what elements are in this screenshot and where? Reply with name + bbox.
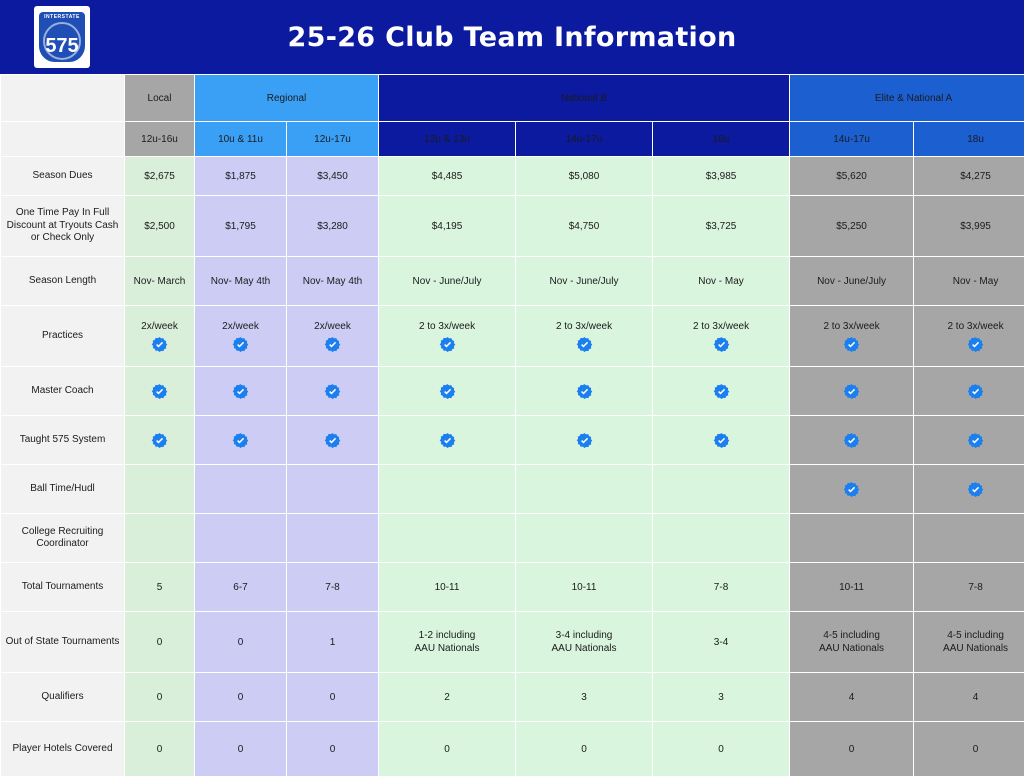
cell-value: 1-2 including AAU Nationals <box>415 629 480 655</box>
table-cell <box>195 563 287 612</box>
table-row <box>1 367 1024 416</box>
check-badge-icon <box>967 481 984 498</box>
check-badge-icon <box>576 336 593 353</box>
logo-interstate-label: INTERSTATE <box>39 14 85 20</box>
table-cell <box>379 612 516 673</box>
cell-value: $1,875 <box>225 170 256 183</box>
row-label: Qualifiers <box>1 673 125 722</box>
table-cell <box>195 416 287 465</box>
cell-value: 10-11 <box>435 581 460 594</box>
cell-value: 3-4 <box>714 636 728 649</box>
cell-value: 2 to 3x/week <box>693 320 749 333</box>
check-badge-icon <box>576 383 593 400</box>
cell-value: 2 <box>444 691 450 704</box>
cell-value: $4,195 <box>432 220 463 233</box>
table-cell <box>379 563 516 612</box>
row-label: Player Hotels Covered <box>1 722 125 777</box>
subheader-local-12u-16u: 12u-16u <box>125 122 195 157</box>
table-cell <box>379 416 516 465</box>
check-badge-icon <box>713 336 730 353</box>
cell-value: 2 to 3x/week <box>947 320 1003 333</box>
table-cell <box>125 514 195 563</box>
table-cell <box>653 673 790 722</box>
table-cell <box>195 196 287 257</box>
table-cell <box>195 514 287 563</box>
table-cell <box>287 367 379 416</box>
check-badge-icon <box>324 383 341 400</box>
check-badge-icon <box>232 432 249 449</box>
cell-value: 2x/week <box>222 320 259 333</box>
check-badge-icon <box>324 432 341 449</box>
table-cell <box>125 157 195 196</box>
table-cell <box>516 367 653 416</box>
table-row <box>1 612 1024 673</box>
cell-value: $3,995 <box>960 220 991 233</box>
cell-value: 4 <box>973 691 979 704</box>
cell-value: 3 <box>718 691 724 704</box>
table-cell <box>287 514 379 563</box>
table-row <box>1 257 1024 306</box>
table-cell <box>195 722 287 777</box>
cell-value: 3 <box>581 691 587 704</box>
table-cell <box>790 157 914 196</box>
table-cell <box>653 157 790 196</box>
group-header-local: Local <box>125 75 195 122</box>
cell-value: 6-7 <box>233 581 247 594</box>
cell-value: $4,485 <box>432 170 463 183</box>
table-cell <box>516 673 653 722</box>
cell-value: Nov - May <box>698 275 744 288</box>
table-cell <box>125 722 195 777</box>
table-cell <box>653 722 790 777</box>
cell-value: 0 <box>238 691 244 704</box>
cell-value: 0 <box>330 743 336 756</box>
table-cell <box>914 563 1024 612</box>
table-cell <box>516 563 653 612</box>
cell-value: 0 <box>238 636 244 649</box>
check-badge-icon <box>713 383 730 400</box>
table-cell <box>379 257 516 306</box>
cell-value: 10-11 <box>572 581 597 594</box>
table-cell <box>516 612 653 673</box>
cell-value: 2 to 3x/week <box>419 320 475 333</box>
table-cell <box>914 722 1024 777</box>
check-badge-icon <box>439 336 456 353</box>
cell-value: 0 <box>157 743 163 756</box>
table-cell <box>125 306 195 367</box>
page-title: 25-26 Club Team Information <box>124 22 1024 53</box>
cell-value: 4-5 including AAU Nationals <box>819 629 884 655</box>
table-row <box>1 306 1024 367</box>
table-row <box>1 514 1024 563</box>
check-badge-icon <box>232 383 249 400</box>
table-cell <box>653 196 790 257</box>
check-badge-icon <box>967 383 984 400</box>
check-badge-icon <box>232 336 249 353</box>
cell-value: 0 <box>718 743 724 756</box>
table-cell <box>287 465 379 514</box>
table-cell <box>790 514 914 563</box>
subheader-elite-18u: 18u <box>914 122 1024 157</box>
cell-value: 0 <box>157 691 163 704</box>
table-cell <box>195 257 287 306</box>
cell-value: $5,080 <box>569 170 600 183</box>
row-label: Practices <box>1 306 125 367</box>
row-label: Ball Time/Hudl <box>1 465 125 514</box>
subheader-elite-14u-17u: 14u-17u <box>790 122 914 157</box>
table-cell <box>195 673 287 722</box>
cell-value: 4-5 including AAU Nationals <box>943 629 1008 655</box>
check-badge-icon <box>439 383 456 400</box>
club-team-comparison-table <box>0 74 1024 777</box>
table-row <box>1 196 1024 257</box>
row-label: Out of State Tournaments <box>1 612 125 673</box>
table-cell <box>790 257 914 306</box>
cell-value: 0 <box>973 743 979 756</box>
cell-value: 4 <box>849 691 855 704</box>
table-cell <box>914 514 1024 563</box>
cell-value: Nov - June/July <box>413 275 482 288</box>
table-cell <box>653 612 790 673</box>
table-cell <box>790 306 914 367</box>
table-cell <box>379 306 516 367</box>
table-cell <box>516 722 653 777</box>
table-cell <box>287 563 379 612</box>
cell-value: 0 <box>444 743 450 756</box>
row-label: Total Tournaments <box>1 563 125 612</box>
table-cell <box>379 157 516 196</box>
table-cell <box>914 196 1024 257</box>
table-cell <box>653 563 790 612</box>
table-row <box>1 563 1024 612</box>
table-cell <box>790 563 914 612</box>
table-row <box>1 465 1024 514</box>
table-cell <box>125 367 195 416</box>
table-cell <box>125 416 195 465</box>
cell-value: 7-8 <box>325 581 339 594</box>
cell-value: 0 <box>849 743 855 756</box>
row-label: College Recruiting Coordinator <box>1 514 125 563</box>
cell-value: $4,750 <box>569 220 600 233</box>
check-badge-icon <box>151 432 168 449</box>
table-cell <box>379 367 516 416</box>
table-cell <box>287 157 379 196</box>
check-badge-icon <box>151 383 168 400</box>
check-badge-icon <box>843 383 860 400</box>
table-cell <box>195 306 287 367</box>
group-header-elite-national-a: Elite & National A <box>790 75 1024 122</box>
row-label: Taught 575 System <box>1 416 125 465</box>
subheader-regional-12u-17u: 12u-17u <box>287 122 379 157</box>
table-cell <box>914 157 1024 196</box>
cell-value: Nov- March <box>134 275 186 288</box>
table-cell <box>125 673 195 722</box>
cell-value: 2x/week <box>314 320 351 333</box>
table-cell <box>379 722 516 777</box>
cell-value: 0 <box>157 636 163 649</box>
cell-value: $2,500 <box>144 220 175 233</box>
table-cell <box>516 514 653 563</box>
table-cell <box>790 196 914 257</box>
table-cell <box>125 257 195 306</box>
table-cell <box>516 306 653 367</box>
club-logo <box>34 6 90 68</box>
subheader-regional-10u-11u: 10u & 11u <box>195 122 287 157</box>
table-cell <box>125 465 195 514</box>
table-cell <box>195 612 287 673</box>
cell-value: 2x/week <box>141 320 178 333</box>
subheader-nationalb-14u-17u: 14u-17u <box>516 122 653 157</box>
table-cell <box>195 465 287 514</box>
cell-value: Nov- May 4th <box>303 275 362 288</box>
check-badge-icon <box>843 336 860 353</box>
row-label: One Time Pay In Full Discount at Tryouts Cash or Check Only <box>1 196 125 257</box>
table-cell <box>653 257 790 306</box>
table-cell <box>790 367 914 416</box>
check-badge-icon <box>439 432 456 449</box>
table-cell <box>516 416 653 465</box>
row-label: Season Length <box>1 257 125 306</box>
table-cell <box>195 157 287 196</box>
table-row <box>1 673 1024 722</box>
cell-value: 0 <box>238 743 244 756</box>
table-cell <box>287 673 379 722</box>
cell-value: Nov - June/July <box>550 275 619 288</box>
subheader-blank <box>1 122 125 157</box>
logo-number: 575 <box>45 36 78 56</box>
row-label: Season Dues <box>1 157 125 196</box>
cell-value: 2 to 3x/week <box>823 320 879 333</box>
cell-value: $3,280 <box>317 220 348 233</box>
group-header-regional: Regional <box>195 75 379 122</box>
subheader-nationalb-12u-13u: 12u & 13u <box>379 122 516 157</box>
cell-value: $5,250 <box>836 220 867 233</box>
table-cell <box>653 367 790 416</box>
subheader-row <box>1 122 1024 157</box>
table-cell <box>516 257 653 306</box>
check-badge-icon <box>967 336 984 353</box>
cell-value: $3,725 <box>706 220 737 233</box>
cell-value: 7-8 <box>714 581 728 594</box>
cell-value: $5,620 <box>836 170 867 183</box>
table-cell <box>195 367 287 416</box>
check-badge-icon <box>324 336 341 353</box>
cell-value: $3,985 <box>706 170 737 183</box>
table-cell <box>914 367 1024 416</box>
table-cell <box>914 257 1024 306</box>
cell-value: $4,275 <box>960 170 991 183</box>
table-cell <box>287 306 379 367</box>
table-cell <box>914 673 1024 722</box>
cell-value: 3-4 including AAU Nationals <box>552 629 617 655</box>
page-header <box>0 0 1024 74</box>
table-cell <box>914 465 1024 514</box>
group-header-row <box>1 75 1024 122</box>
subheader-nationalb-18u: 18u <box>653 122 790 157</box>
table-cell <box>790 612 914 673</box>
table-cell <box>653 514 790 563</box>
table-row <box>1 722 1024 777</box>
table-cell <box>125 563 195 612</box>
table-cell <box>653 416 790 465</box>
cell-value: 5 <box>157 581 163 594</box>
table-body <box>1 157 1024 777</box>
cell-value: $1,795 <box>225 220 256 233</box>
table-cell <box>653 306 790 367</box>
table-cell <box>790 722 914 777</box>
table-cell <box>379 465 516 514</box>
table-cell <box>516 157 653 196</box>
cell-value: 10-11 <box>839 581 864 594</box>
table-cell <box>914 306 1024 367</box>
row-label: Master Coach <box>1 367 125 416</box>
cell-value: 7-8 <box>968 581 982 594</box>
check-badge-icon <box>713 432 730 449</box>
table-cell <box>790 416 914 465</box>
check-badge-icon <box>967 432 984 449</box>
cell-value: $3,450 <box>317 170 348 183</box>
check-badge-icon <box>843 432 860 449</box>
table-cell <box>287 416 379 465</box>
table-cell <box>790 673 914 722</box>
check-badge-icon <box>151 336 168 353</box>
group-header-blank <box>1 75 125 122</box>
table-cell <box>287 722 379 777</box>
cell-value: 2 to 3x/week <box>556 320 612 333</box>
table-cell <box>379 514 516 563</box>
cell-value: 1 <box>330 636 336 649</box>
cell-value: Nov- May 4th <box>211 275 270 288</box>
table-cell <box>379 673 516 722</box>
group-header-national-b: National B <box>379 75 790 122</box>
table-cell <box>125 612 195 673</box>
table-cell <box>516 465 653 514</box>
table-cell <box>287 612 379 673</box>
cell-value: Nov - June/July <box>817 275 886 288</box>
check-badge-icon <box>576 432 593 449</box>
table-cell <box>125 196 195 257</box>
table-cell <box>379 196 516 257</box>
table-cell <box>790 465 914 514</box>
table-row <box>1 416 1024 465</box>
table-cell <box>914 612 1024 673</box>
logo-container <box>0 0 124 74</box>
cell-value: 0 <box>330 691 336 704</box>
cell-value: Nov - May <box>953 275 999 288</box>
highway-shield-volleyball-logo-icon <box>37 10 87 64</box>
table-row <box>1 157 1024 196</box>
table-cell <box>287 196 379 257</box>
check-badge-icon <box>843 481 860 498</box>
table-cell <box>287 257 379 306</box>
table-cell <box>516 196 653 257</box>
table-cell <box>914 416 1024 465</box>
cell-value: 0 <box>581 743 587 756</box>
cell-value: $2,675 <box>144 170 175 183</box>
table-cell <box>653 465 790 514</box>
